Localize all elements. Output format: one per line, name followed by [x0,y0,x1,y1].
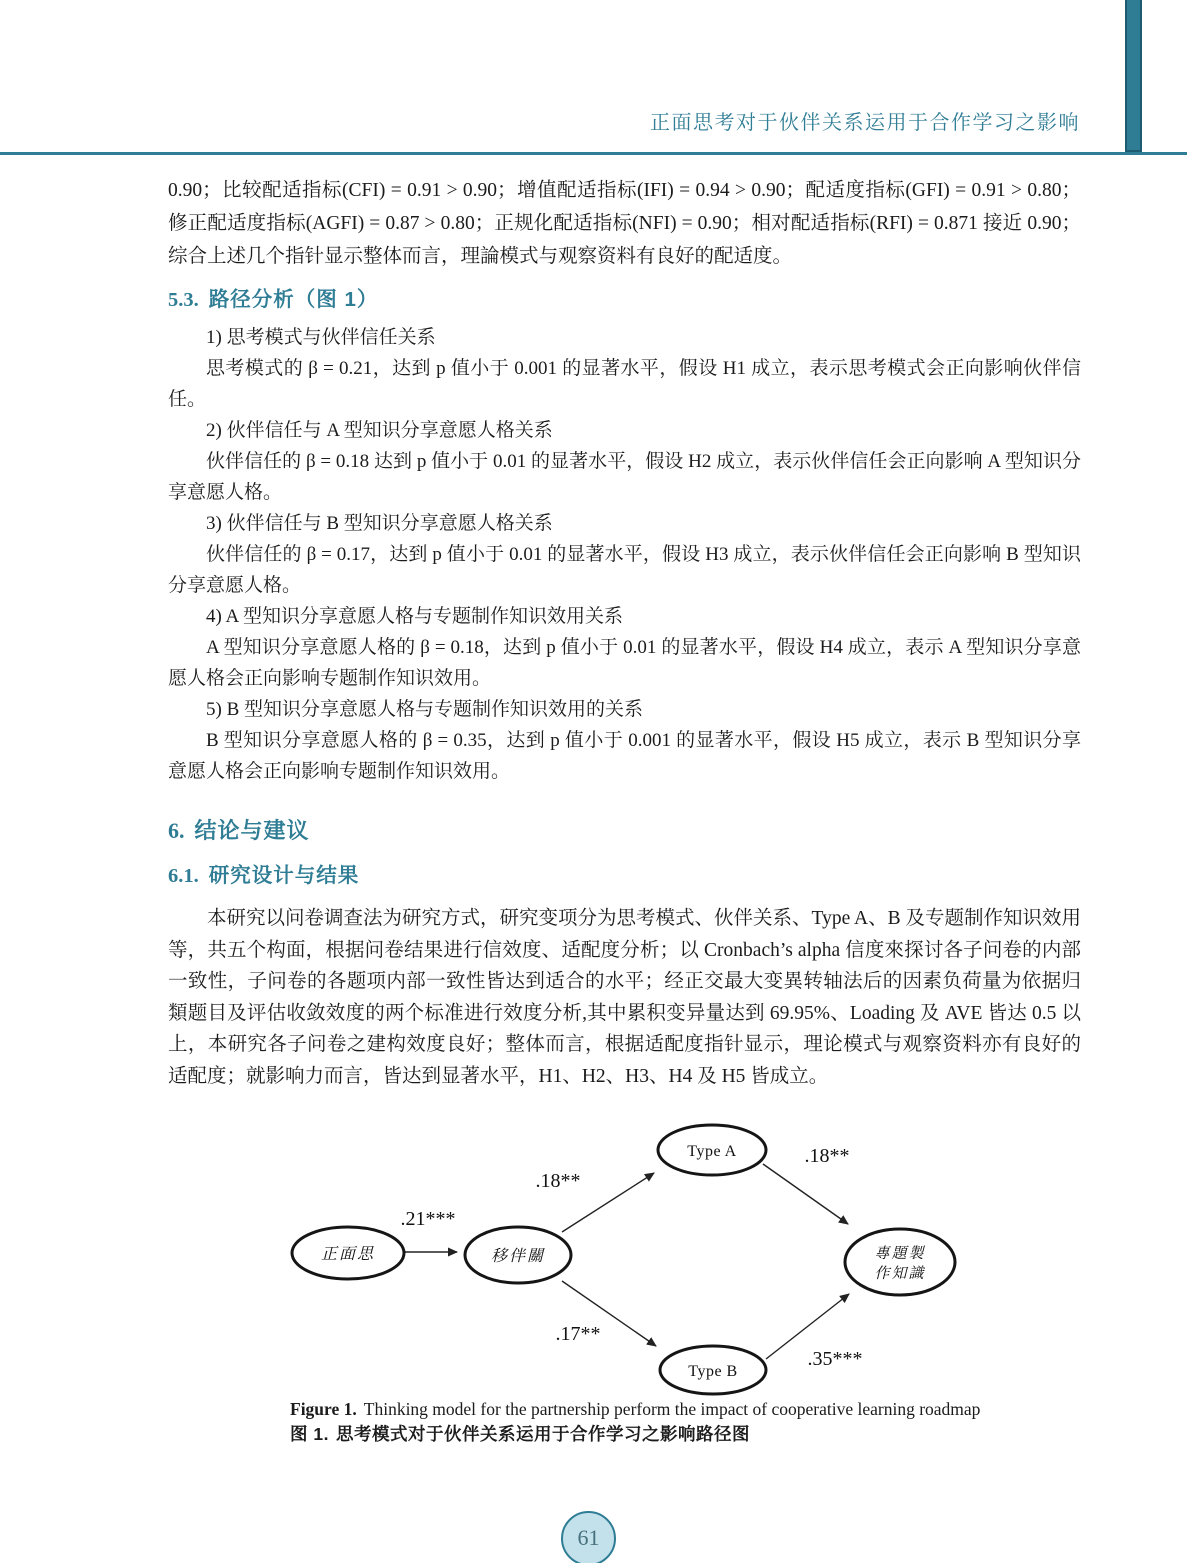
coef-label-positive-partnership: .21*** [400,1208,456,1230]
item-label: 4) A 型知识分享意愿人格与专题制作知识效用关系 [206,606,623,627]
node-project-knowledge [845,1229,955,1295]
section-title: 结论与建议 [194,818,310,843]
list-item [168,601,1081,694]
item-body: B 型知识分享意愿人格的 β = 0.35，达到 p 值小于 0.001 的显著水平，假设 H5 成立，表示 B 型知识分享意愿人格会正向影响专题制作知识效用。 [168,730,1081,782]
svg-text:正面思: 正面思 [320,1246,376,1263]
list-item [168,508,1081,601]
accent-bar [1125,0,1142,152]
node-partnership [465,1227,571,1283]
paragraph-research-design: 本研究以问卷调查法为研究方式，研究变项分为思考模式、伙伴关系、Type A、B 及专题制作知识效用等，共五个构面，根据问卷结果进行信效度、适配度分析；以 Cronbach’s alpha 信度來探讨各子问卷的内部一致性，子问卷的各题项内部一致性皆达到适合的水平；经正交最大变異转轴法后的因素负荷量为依据归類题目及评估收敛效度的两个标准进行效度分析,其中累积变异量达到 69.95%、Loading 及 AVE 皆达 0.5 以上，本研究各子问卷之建构效度良好；整体而言，根据适配度指针显示，理论模式与观察资料亦有良好的适配度；就影响力而言，皆达到显著水平，H1、H2、H3、H4 及 H5 皆成立。 [168,908,1081,1087]
section-heading-6-1 [168,858,359,888]
figure-caption-en [290,1399,1010,1420]
item-label: 5) B 型知识分享意愿人格与专题制作知识效用的关系 [206,699,644,720]
figure-caption-en-label: Figure 1. [290,1399,357,1419]
section-number: 5.3. [168,289,199,311]
svg-text:Type A: Type A [687,1143,737,1160]
figure-caption-zh [290,1421,1010,1446]
coef-label-partnership-typeb: .17** [555,1323,601,1345]
section-title: 研究设计与结果 [208,864,360,887]
item-body: A 型知识分享意愿人格的 β = 0.18，达到 p 值小于 0.01 的显著水平，假设 H4 成立，表示 A 型知识分享意愿人格会正向影响专题制作知识效用。 [168,637,1081,689]
svg-text:作知識: 作知識 [874,1266,926,1282]
section-number: 6.1. [168,865,199,887]
path-analysis-list [168,322,1081,787]
figure-caption-zh-label: 图 1. [290,1424,329,1444]
edge-typea-to-project [763,1164,848,1224]
item-body: 伙伴信任的 β = 0.17，达到 p 值小于 0.01 的显著水平，假设 H3 成立，表示伙伴信任会正向影响 B 型知识分享意愿人格。 [168,544,1081,596]
section-heading-5-3 [168,282,378,312]
page-number: 61 [577,1525,600,1550]
header-rule [0,152,1187,155]
coef-label-typea-project: .18** [804,1145,850,1167]
svg-text:Type B: Type B [688,1363,738,1380]
figure-caption-zh-text: 思考模式对于伙伴关系运用于合作学习之影响路径图 [335,1424,750,1444]
running-head: 正面思考对于伙伴关系运用于合作学习之影响 [650,112,1080,134]
page-number-badge [561,1511,616,1563]
item-label: 2) 伙伴信任与 A 型知识分享意愿人格关系 [206,420,553,441]
paragraph-fit-indices: 0.90；比较配适指标(CFI) = 0.91 > 0.90；增值配适指标(IFI) = 0.94 > 0.90；配适度指标(GFI) = 0.91 > 0.80；修正配适度指标(AGFI) = 0.87 > 0.80；正规化配适指标(NFI) = 0.90；相对配适指标(RFI) = 0.871 接近 0.90；综合上述几个指针显示整体而言，理論模式与观察资料有良好的配适度。 [168,180,1081,267]
svg-text:專題製: 專題製 [874,1246,926,1262]
node-type-a [658,1125,766,1175]
coef-label-typeb-project: .35*** [807,1348,863,1370]
node-positive-thinking [292,1227,404,1279]
list-item [168,694,1081,787]
item-body: 伙伴信任的 β = 0.18 达到 p 值小于 0.01 的显著水平，假设 H2 成立，表示伙伴信任会正向影响 A 型知识分享意愿人格。 [168,451,1081,503]
node-type-b [660,1346,766,1394]
figure-caption-en-text: Thinking model for the partnership perform the impact of cooperative learning roadmap [363,1399,981,1419]
item-label: 1) 思考模式与伙伴信任关系 [206,327,436,348]
list-item [168,322,1081,415]
section-heading-6 [168,814,310,845]
item-label: 3) 伙伴信任与 B 型知识分享意愿人格关系 [206,513,553,534]
list-item [168,415,1081,508]
figure-path-diagram [290,1113,970,1398]
section-number: 6. [168,818,185,843]
item-body: 思考模式的 β = 0.21，达到 p 值小于 0.001 的显著水平，假设 H1 成立，表示思考模式会正向影响伙伴信任。 [168,358,1081,410]
coef-label-partnership-typea: .18** [535,1170,581,1192]
svg-text:移伴關: 移伴關 [490,1248,546,1265]
section-title: 路径分析（图 1） [208,288,379,311]
